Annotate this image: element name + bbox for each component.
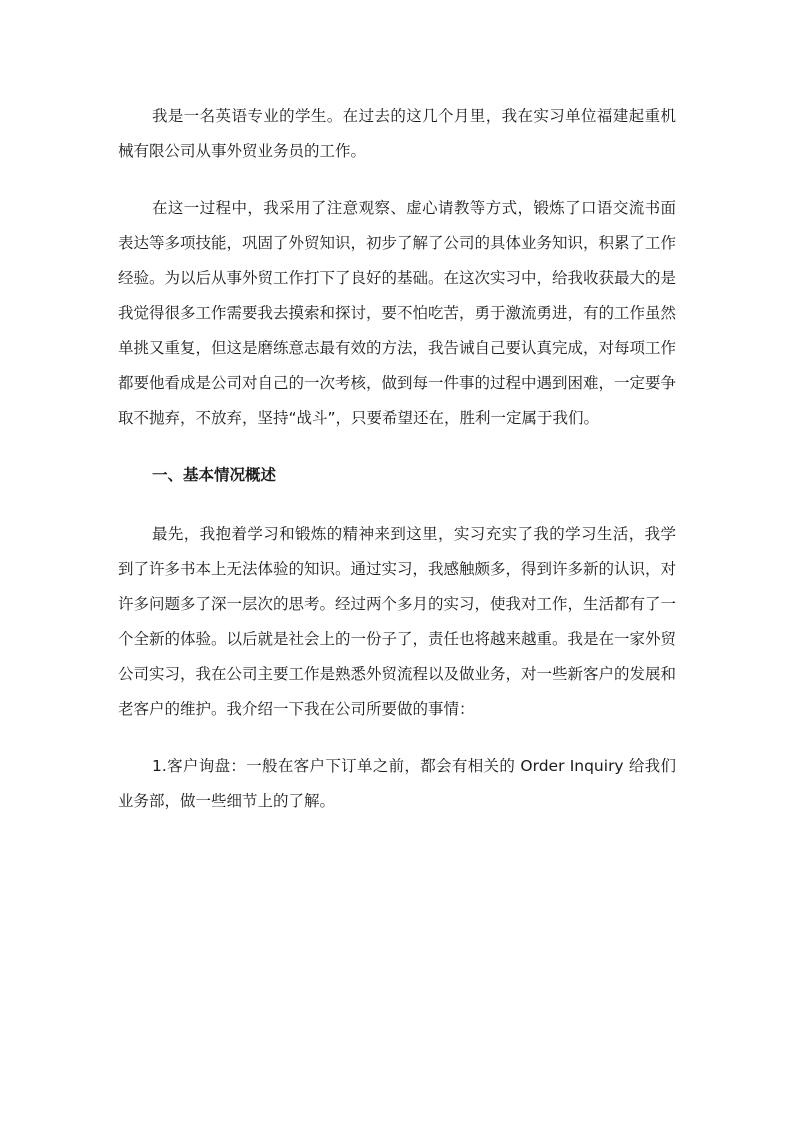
paragraph-intro: 我是一名英语专业的学生。在过去的这几个月里，我在实习单位福建起重机械有限公司从事外贸业务员的工作。: [118, 107, 676, 160]
section-heading-overview: 一、基本情况概述: [152, 466, 277, 484]
document-body: [118, 99, 676, 841]
paragraph-customer-inquiry: 1.客户询盘：一般在客户下订单之前，都会有相关的 Order Inquiry 给我们业务部，做一些细节上的了解。: [118, 757, 676, 810]
paragraph-internship-experience: 在这一过程中，我采用了注意观察、虚心请教等方式，锻炼了口语交流书面表达等多项技能，巩固了外贸知识，初步了解了公司的具体业务知识，积累了工作经验。为以后从事外贸工作打下了良好的基础。在这次实习中，给我收获最大的是我觉得很多工作需要我去摸索和探讨，要不怕吃苦，勇于激流勇进，有的工作虽然单挑又重复，但这是磨练意志最有效的方法，我告诫自己要认真完成，对每项工作都要他看成是公司对自己的一次考核，做到每一件事的过程中遇到困难，一定要争取不抛弃，不放弃，坚持“战斗”，只要希望还在，胜利一定属于我们。: [118, 199, 677, 427]
paragraph-overview: 最先，我抱着学习和锻炼的精神来到这里，实习充实了我的学习生活，我学到了许多书本上无法体验的知识。通过实习，我感触颇多，得到许多新的认识，对许多问题多了深一层次的思考。经过两个多月的实习，使我对工作，生活都有了一个全新的体验。以后就是社会上的一份子了，责任也将越来越重。我是在一家外贸公司实习，我在公司主要工作是熟悉外贸流程以及做业务，对一些新客户的发展和老客户的维护。我介绍一下我在公司所要做的事情：: [118, 525, 677, 718]
